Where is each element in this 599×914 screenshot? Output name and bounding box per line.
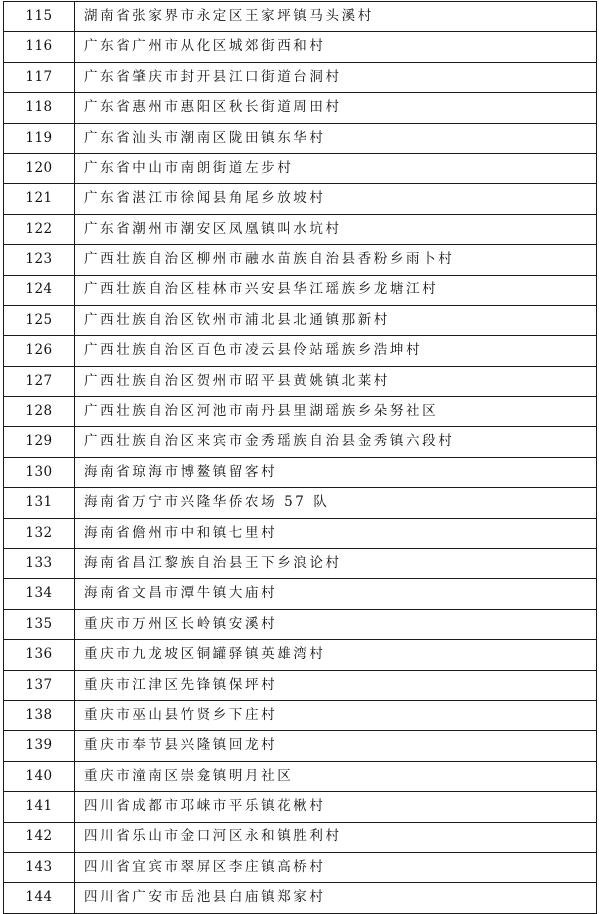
village-name-cell: 重庆市奉节县兴隆镇回龙村 [75,731,597,761]
table-row [4,792,597,822]
table-row [4,579,597,609]
table-row [4,731,597,761]
row-number-cell: 115 [4,2,75,32]
village-name-cell: 广西壮族自治区钦州市浦北县北通镇那新村 [75,305,597,335]
village-name-cell: 四川省宜宾市翠屏区李庄镇高桥村 [75,852,597,882]
village-name-cell: 海南省昌江黎族自治县王下乡浪论村 [75,549,597,579]
table-row [4,761,597,791]
village-name-cell: 海南省琼海市博鳌镇留客村 [75,457,597,487]
table-row [4,214,597,244]
table-row [4,427,597,457]
village-name-cell: 海南省儋州市中和镇七里村 [75,518,597,548]
row-number-cell: 122 [4,214,75,244]
village-name-cell: 广东省惠州市惠阳区秋长街道周田村 [75,93,597,123]
table-row [4,245,597,275]
table-row [4,2,597,32]
row-number-cell: 127 [4,366,75,396]
table-row [4,488,597,518]
row-number-cell: 130 [4,457,75,487]
row-number-cell: 131 [4,488,75,518]
row-number-cell: 129 [4,427,75,457]
row-number-cell: 135 [4,609,75,639]
table-body [4,2,597,914]
row-number-cell: 118 [4,93,75,123]
table-row [4,822,597,852]
village-name-cell: 广西壮族自治区桂林市兴安县华江瑶族乡龙塘江村 [75,275,597,305]
row-number-cell: 140 [4,761,75,791]
row-number-cell: 133 [4,549,75,579]
table-row [4,275,597,305]
village-name-cell: 广西壮族自治区来宾市金秀瑶族自治县金秀镇六段村 [75,427,597,457]
row-number-cell: 119 [4,123,75,153]
row-number-cell: 128 [4,397,75,427]
table-row [4,700,597,730]
village-name-cell: 广东省潮州市潮安区凤凰镇叫水坑村 [75,214,597,244]
table-row [4,397,597,427]
table-row [4,305,597,335]
row-number-cell: 126 [4,336,75,366]
village-name-cell: 重庆市巫山县竹贤乡下庄村 [75,700,597,730]
row-number-cell: 141 [4,792,75,822]
table-row [4,62,597,92]
village-name-cell: 广东省广州市从化区城郊街西和村 [75,32,597,62]
table-row [4,366,597,396]
row-number-cell: 143 [4,852,75,882]
table-row [4,549,597,579]
row-number-cell: 125 [4,305,75,335]
row-number-cell: 120 [4,153,75,183]
table-row [4,670,597,700]
row-number-cell: 138 [4,700,75,730]
village-name-cell: 海南省文昌市潭牛镇大庙村 [75,579,597,609]
row-number-cell: 121 [4,184,75,214]
table-row [4,609,597,639]
row-number-cell: 124 [4,275,75,305]
village-name-cell: 重庆市江津区先锋镇保坪村 [75,670,597,700]
table-row [4,336,597,366]
village-name-cell: 广西壮族自治区河池市南丹县里湖瑶族乡朵努社区 [75,397,597,427]
table-row [4,518,597,548]
row-number-cell: 142 [4,822,75,852]
table-row [4,640,597,670]
table-row [4,883,597,913]
row-number-cell: 136 [4,640,75,670]
table-row [4,32,597,62]
village-name-cell: 广西壮族自治区贺州市昭平县黄姚镇北莱村 [75,366,597,396]
table-row [4,93,597,123]
village-name-cell: 广东省中山市南朗街道左步村 [75,153,597,183]
village-name-cell: 四川省广安市岳池县白庙镇郑家村 [75,883,597,913]
table-row [4,852,597,882]
row-number-cell: 117 [4,62,75,92]
table-row [4,184,597,214]
row-number-cell: 139 [4,731,75,761]
village-name-cell: 广东省湛江市徐闻县角尾乡放坡村 [75,184,597,214]
table-row [4,457,597,487]
row-number-cell: 116 [4,32,75,62]
table-row [4,123,597,153]
village-name-cell: 四川省成都市邛崃市平乐镇花楸村 [75,792,597,822]
row-number-cell: 123 [4,245,75,275]
village-name-cell: 重庆市潼南区崇龛镇明月社区 [75,761,597,791]
village-name-cell: 海南省万宁市兴隆华侨农场 57 队 [75,488,597,518]
table-row [4,153,597,183]
village-list-table [3,1,597,914]
village-name-cell: 重庆市万州区长岭镇安溪村 [75,609,597,639]
village-name-cell: 四川省乐山市金口河区永和镇胜利村 [75,822,597,852]
row-number-cell: 132 [4,518,75,548]
village-name-cell: 湖南省张家界市永定区王家坪镇马头溪村 [75,2,597,32]
row-number-cell: 134 [4,579,75,609]
village-name-cell: 重庆市九龙坡区铜罐驿镇英雄湾村 [75,640,597,670]
row-number-cell: 144 [4,883,75,913]
village-name-cell: 广东省汕头市潮南区陇田镇东华村 [75,123,597,153]
row-number-cell: 137 [4,670,75,700]
village-name-cell: 广西壮族自治区柳州市融水苗族自治县香粉乡雨卜村 [75,245,597,275]
village-name-cell: 广西壮族自治区百色市凌云县伶站瑶族乡浩坤村 [75,336,597,366]
village-name-cell: 广东省肇庆市封开县江口街道台洞村 [75,62,597,92]
